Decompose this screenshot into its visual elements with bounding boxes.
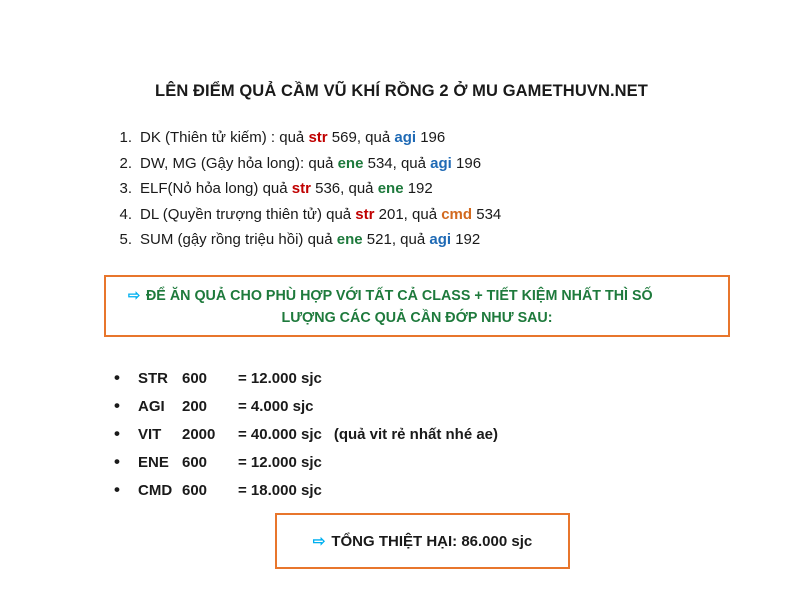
list-item [104, 449, 724, 477]
list-item [104, 393, 724, 421]
stat-ene: ene [377, 180, 404, 197]
stat-value: 569, quả [327, 129, 395, 146]
list-index: 5. [119, 231, 132, 248]
callout-box-instructions [104, 275, 730, 337]
cost-amount: 600 [182, 482, 208, 499]
list-item [108, 202, 728, 228]
stat-cmd: cmd [441, 205, 473, 223]
weapon-list [108, 125, 728, 253]
stat-str: str [308, 129, 328, 146]
stat-value: 536, quả [310, 180, 378, 197]
cost-stat: AGI [138, 398, 165, 415]
list-item [108, 227, 728, 253]
stat-agi: agi [429, 231, 452, 248]
weapon-name: ELF(Nỏ hỏa long) quả [140, 180, 292, 197]
stat-ene: ene [336, 231, 363, 248]
stat-str: str [355, 205, 375, 223]
callout-box-total [275, 513, 570, 569]
weapon-name: SUM (gậy rồng triệu hồi) quả [140, 231, 337, 248]
stat-value: 201, quả [374, 205, 442, 223]
list-item [104, 365, 724, 393]
list-item [108, 151, 728, 177]
cost-stat: CMD [138, 482, 173, 499]
stat-value: 192 [403, 180, 433, 197]
cost-total: = 18.000 sjc [238, 482, 322, 499]
list-index: 4. [119, 205, 132, 223]
total-line [313, 532, 532, 550]
list-index: 2. [119, 154, 132, 172]
cost-stat: ENE [138, 454, 169, 471]
callout-line-1 [116, 285, 718, 307]
arrow-right-icon: ⇨ [312, 533, 326, 550]
callout-line-2: LƯỢNG CÁC QUẢ CẦN ĐỚP NHƯ SAU: [281, 310, 553, 326]
stat-value: 521, quả [362, 231, 430, 248]
cost-total: = 12.000 sjc [238, 454, 322, 471]
stat-ene: ene [337, 154, 364, 172]
total-text: TỔNG THIỆT HẠI: 86.000 sjc [331, 533, 533, 550]
list-item [108, 176, 728, 202]
cost-total: = 40.000 sjc [238, 426, 322, 443]
weapon-name: DW, MG (Gậy hỏa long): quả [140, 154, 338, 172]
stat-value: 196 [451, 154, 482, 172]
stat-value: 192 [451, 231, 481, 248]
stat-value: 534, quả [363, 154, 431, 172]
stat-value: 196 [416, 129, 446, 146]
stat-agi: agi [430, 154, 452, 172]
list-index: 3. [119, 180, 132, 197]
cost-amount: 600 [182, 370, 208, 387]
cost-total: = 12.000 sjc [238, 370, 322, 387]
list-index: 1. [119, 129, 132, 146]
page-title: LÊN ĐIỂM QUẢ CẦM VŨ KHÍ RỒNG 2 Ở MU GAMETHUVN.NET [155, 82, 648, 100]
cost-total: = 4.000 sjc [238, 398, 314, 415]
weapon-name: DK (Thiên tử kiếm) : quả [140, 129, 309, 146]
cost-amount: 2000 [182, 426, 216, 443]
cost-note: (quả vit rẻ nhất nhé ae) [333, 426, 499, 443]
stat-value: 534 [472, 205, 502, 223]
cost-amount: 600 [182, 454, 208, 471]
cost-amount: 200 [182, 398, 208, 415]
list-item [104, 421, 724, 449]
list-item [108, 125, 728, 151]
cost-stat: VIT [138, 426, 162, 443]
weapon-name: DL (Quyền trượng thiên tử) quả [140, 205, 356, 223]
list-item [104, 477, 724, 505]
cost-stat: STR [138, 370, 168, 387]
cost-list [104, 365, 724, 505]
arrow-right-icon: ⇨ [128, 288, 140, 304]
stat-str: str [291, 180, 311, 197]
callout-text-1: ĐỂ ĂN QUẢ CHO PHÙ HỢP VỚI TẤT CẢ CLASS + TIẾT KIỆM NHẤT THÌ SỐ [145, 288, 653, 304]
stat-agi: agi [394, 129, 417, 146]
